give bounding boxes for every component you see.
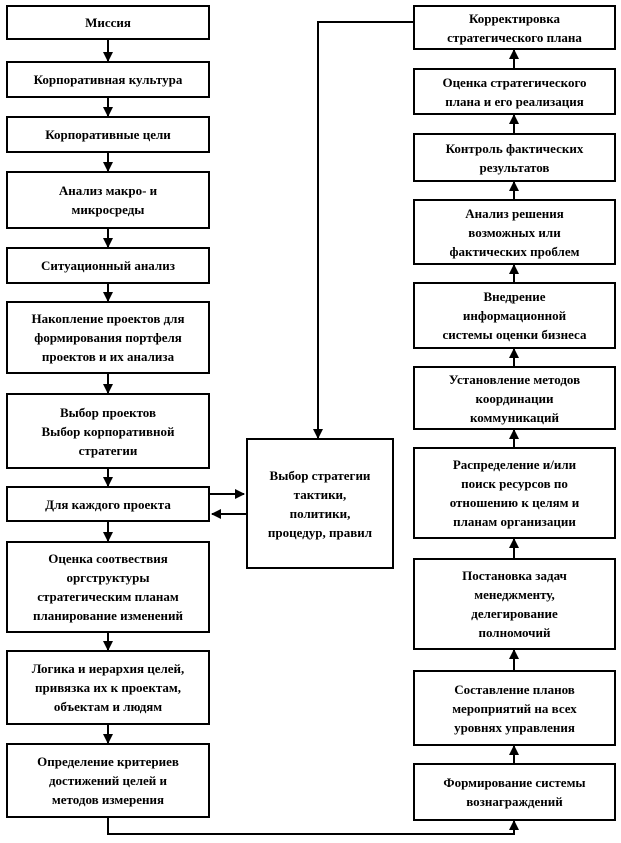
box-label: Выбор проектов Выбор корпоративной стратегии [41, 404, 175, 458]
box-projects-accumulation [6, 301, 210, 374]
box-action-plans [413, 670, 616, 746]
box-label: Составление планов мероприятий на всех уровнях управления [452, 681, 577, 735]
box-label: Анализ решения возможных или фактических проблем [449, 205, 580, 259]
box-problems-analysis [413, 199, 616, 265]
box-label: Ситуационный анализ [41, 258, 175, 273]
box-label: Оценка соотвествия оргструктуры стратегическим планам планирование изменений [32, 551, 184, 623]
box-criteria-definition [6, 743, 210, 818]
box-label: Контроль фактических результатов [445, 140, 584, 175]
box-management-tasks [413, 558, 616, 650]
box-label: Анализ макро- и микросреды [58, 183, 158, 217]
box-label: Корректировка стратегического плана [447, 10, 582, 45]
box-strategy-choice [246, 438, 394, 569]
box-plan-correction [413, 5, 616, 50]
arrow-correction-to-strategy [318, 22, 413, 438]
box-project-selection [6, 393, 210, 469]
box-label: Установление методов координации коммуникаций [448, 371, 581, 425]
box-label: Логика и иерархия целей, привязка их к проектам, объектам и людям [31, 661, 185, 714]
box-corporate-culture [6, 61, 210, 98]
box-label: Миссия [85, 15, 131, 30]
box-label: Выбор стратегии тактики, политики, процедур, правил [267, 467, 373, 540]
box-situational-analysis [6, 247, 210, 284]
box-label: Распределение и/или поиск ресурсов по отношению к целям и планам организации [449, 457, 580, 529]
box-org-structure-assessment [6, 541, 210, 633]
box-corporate-goals [6, 116, 210, 153]
box-label: Внедрение информационной системы оценки бизнеса [442, 289, 587, 342]
box-mission [6, 5, 210, 40]
box-coordination-methods [413, 366, 616, 430]
box-label: Корпоративная культура [33, 72, 183, 87]
box-each-project [6, 486, 210, 522]
box-reward-system [413, 763, 616, 821]
box-macro-micro-analysis [6, 171, 210, 229]
box-label: Для каждого проекта [45, 496, 171, 512]
box-label: Формирование системы вознаграждений [443, 775, 586, 809]
box-results-control [413, 133, 616, 182]
box-info-system [413, 282, 616, 349]
box-label: Накопление проектов для формирования портфеля проектов и их анализа [31, 311, 185, 364]
box-goals-hierarchy [6, 650, 210, 725]
box-label: Постановка задач менеджменту, делегирование полномочий [462, 568, 567, 640]
box-plan-evaluation [413, 68, 616, 115]
box-label: Оценка стратегического плана и его реализация [442, 74, 587, 109]
box-resource-allocation [413, 447, 616, 539]
box-label: Определение критериев достижений целей и методов измерения [37, 754, 179, 807]
box-label: Корпоративные цели [45, 127, 171, 142]
